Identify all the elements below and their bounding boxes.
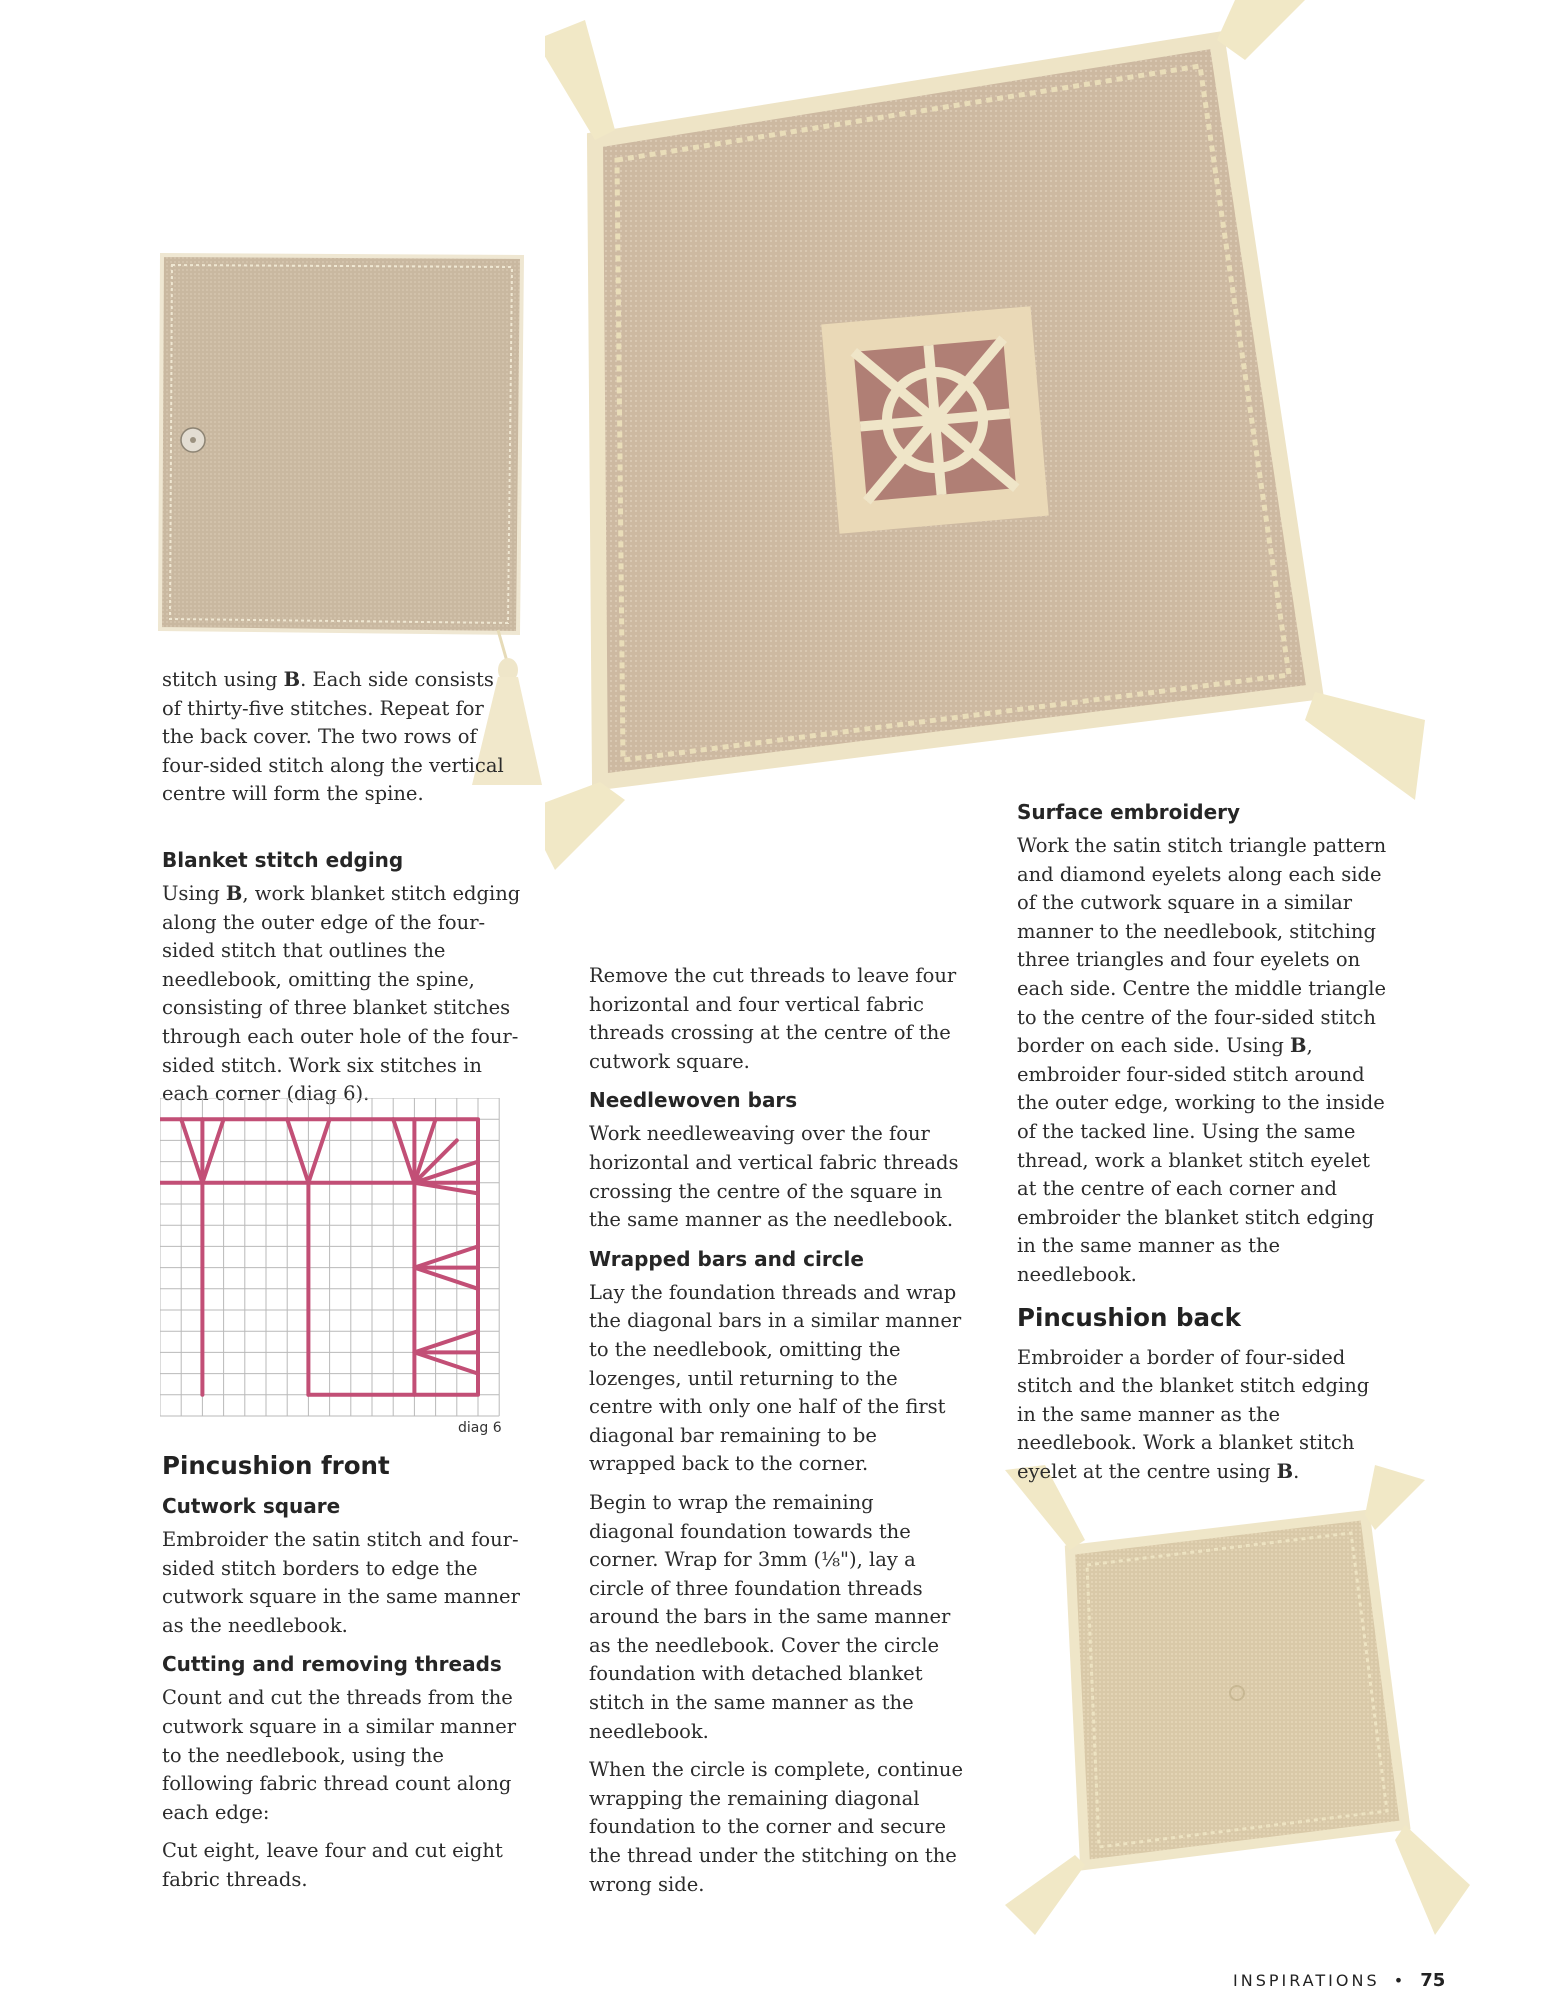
page-number: 75 xyxy=(1420,1970,1446,1991)
wrapped-bars-text-2: Begin to wrap the remaining diagonal foundation towards the corner. Wrap for 3mm (⅛"), lay a circle of three foundation threads around the bars in the same manner as the needlebook. Cover the circle foundation with detached blanket stitch in the same manner as the needlebook. xyxy=(589,1490,951,1743)
diagram-caption: diag 6 xyxy=(458,1420,502,1436)
diagram-stitches xyxy=(160,1119,478,1395)
footer-separator: • xyxy=(1393,1971,1407,1990)
column-3 xyxy=(1017,798,1392,1496)
cutting-threads-heading: Cutting and removing threads xyxy=(162,1652,502,1677)
cutting-threads-text-2: Cut eight, leave four and cut eight fabric threads. xyxy=(162,1839,503,1891)
remove-threads-text: Remove the cut threads to leave four horizontal and four vertical fabric threads crossing at the centre of the cutwork square. xyxy=(589,964,957,1073)
cutting-threads-text: Count and cut the threads from the cutwork square in a similar manner to the needlebook, using the following fabric thread count along each edge: xyxy=(162,1686,517,1824)
blanket-edging-text: Using B, work blanket stitch edging along the outer edge of the four-sided stitch that outlines the needlebook, omitting the spine, consisting of three blanket stitches through each outer hole of the four-sided stitch. Work six stitches in each corner (diag 6). xyxy=(162,882,521,1106)
blanket-edging-section xyxy=(162,846,532,1119)
surface-embroidery-heading: Surface embroidery xyxy=(1017,800,1241,824)
cutwork-square-heading: Cutwork square xyxy=(162,1494,341,1518)
needlewoven-bars-heading: Needlewoven bars xyxy=(589,1088,798,1113)
pincushion-front-section xyxy=(162,1450,537,1905)
pincushion-front-heading: Pincushion front xyxy=(162,1451,390,1480)
pincushion-back-photo xyxy=(975,1465,1475,1945)
needlebook-intro-text xyxy=(162,666,507,819)
intro-paragraph: stitch using B. Each side consists of thirty-five stitches. Repeat for the back cover. The two rows of four-sided stitch along the vertical centre will form the spine. xyxy=(162,668,504,806)
pincushion-back-text: Embroider a border of four-sided stitch and the blanket stitch edging in the same manner as the needlebook. Work a blanket stitch eyelet at the centre using B. xyxy=(1017,1345,1370,1483)
wrapped-bars-text-1: Lay the foundation threads and wrap the diagonal bars in a similar manner to the needlebook, omitting the lozenges, until returning to the centre with only one half of the first diagonal bar remaining to be wrapped back to the corner. xyxy=(589,1280,962,1476)
stitch-diagram xyxy=(160,1098,500,1418)
wrapped-bars-heading: Wrapped bars and circle xyxy=(589,1246,864,1271)
magazine-name: INSPIRATIONS xyxy=(1233,1971,1380,1990)
needlewoven-bars-text: Work needleweaving over the four horizontal and vertical fabric threads crossing the centre of the square in the same manner as the needlebook. xyxy=(589,1122,959,1232)
page-footer xyxy=(1233,1970,1445,1991)
wrapped-bars-text-3: When the circle is complete, continue wrapping the remaining diagonal foundation to the corner and secure the thread under the stitching on the wrong side. xyxy=(589,1758,963,1896)
column-2 xyxy=(589,962,964,1909)
pincushion-back-heading: Pincushion back xyxy=(1017,1302,1241,1332)
blanket-edging-heading: Blanket stitch edging xyxy=(162,848,404,872)
surface-embroidery-text: Work the satin stitch triangle pattern and diamond eyelets along each side of the cutwork square in a similar manner to the needlebook, stitching three triangles and four eyelets on each side. Centre the middle triangle to the centre of the four-sided stitch border on each side. Using B, embroider four-sided stitch around the outer edge, working to the inside of the tacked line. Using the same thread, work a blanket stitch eyelet at the centre of each corner and embroider the blanket stitch edging in the same manner as the needlebook. xyxy=(1017,834,1387,1286)
cutwork-square-text: Embroider the satin stitch and four-sided stitch borders to edge the cutwork square in the same manner as the needlebook. xyxy=(162,1528,520,1637)
